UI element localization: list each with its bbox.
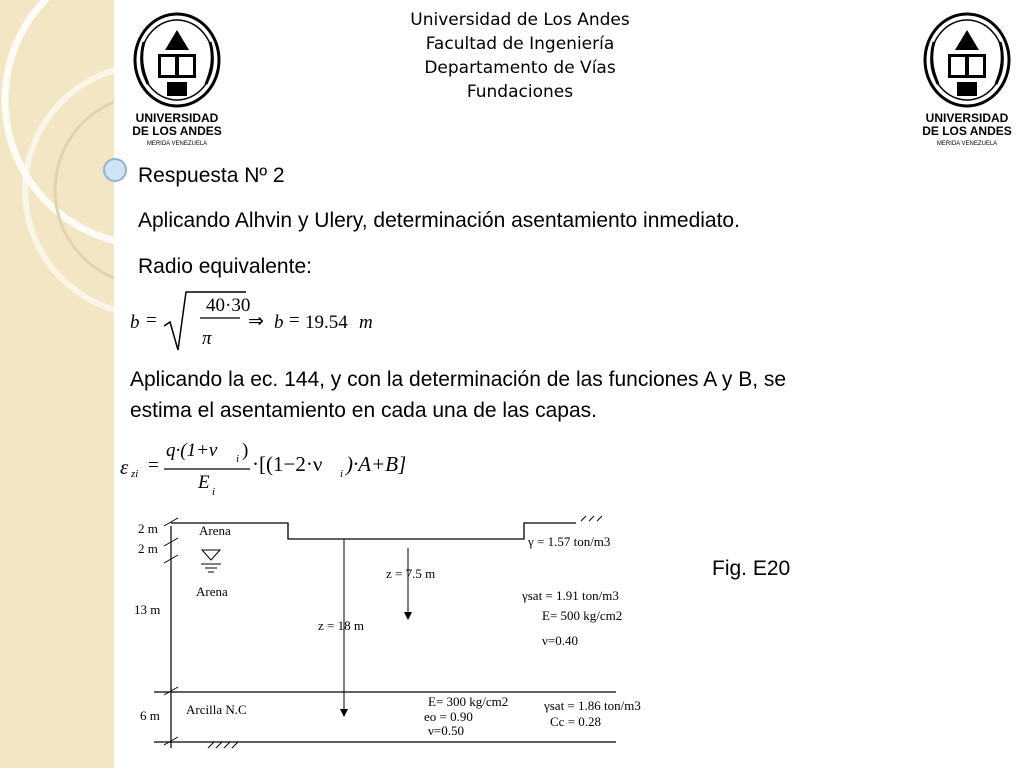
eq2-lhs-sub: zi bbox=[131, 468, 139, 480]
eq2-bracket-tail: )·A+B] bbox=[346, 452, 407, 476]
department-name: Departamento de Vías bbox=[424, 58, 616, 78]
eq1-numerator: 40·30 bbox=[206, 295, 251, 316]
logo-text-line1: UNIVERSIDAD bbox=[135, 111, 219, 125]
logo-text-line3: MERIDA VENEZUELA bbox=[936, 141, 998, 147]
eq2-denominator-sub: i bbox=[212, 486, 216, 498]
sand-gamma: γ = 1.57 ton/m3 bbox=[528, 534, 611, 549]
faculty-name: Facultad de Ingeniería bbox=[425, 34, 615, 54]
soil-profile-diagram bbox=[116, 508, 676, 766]
course-name: Fundaciones bbox=[466, 82, 574, 102]
arrow-head bbox=[404, 612, 412, 620]
eq2-numerator-close: ) bbox=[242, 440, 249, 461]
eq1-denominator: π bbox=[202, 328, 212, 349]
sand-modulus: E= 500 kg/cm2 bbox=[542, 608, 623, 623]
university-logo-left bbox=[130, 12, 225, 150]
clay-void-ratio: eo = 0.90 bbox=[424, 709, 473, 724]
depth-label-3: 13 m bbox=[134, 602, 161, 617]
eq1-unit: m bbox=[359, 312, 373, 333]
university-name: Universidad de Los Andes bbox=[410, 10, 630, 30]
clay-compression-index: Cc = 0.28 bbox=[550, 714, 602, 729]
hatch bbox=[232, 742, 238, 748]
slide-header bbox=[300, 8, 740, 104]
logo-text-line1: UNIVERSIDAD bbox=[925, 111, 1009, 125]
eq1-equals-2: = bbox=[289, 310, 300, 331]
water-table-icon bbox=[202, 550, 220, 560]
clay-poisson: ν=0.50 bbox=[428, 723, 464, 738]
eq1-result-var: b bbox=[274, 312, 284, 333]
eq1-equals: = bbox=[146, 310, 157, 331]
eq2-numerator-sub: i bbox=[236, 453, 240, 465]
hatch bbox=[581, 516, 586, 521]
eq2-bracket-sub: i bbox=[340, 468, 344, 480]
sand-poisson: ν=0.40 bbox=[542, 633, 578, 648]
logo-text-line3: MERIDA VENEZUELA bbox=[146, 141, 208, 147]
figure-label: Fig. E20 bbox=[712, 557, 791, 580]
depth-label-2: 2 m bbox=[138, 541, 158, 556]
hatch bbox=[224, 742, 230, 748]
logo-text-line2: DE LOS ANDES bbox=[922, 124, 1012, 138]
eq2-lhs: ε bbox=[120, 455, 129, 479]
eq1-lhs: b bbox=[130, 312, 140, 333]
hatch bbox=[216, 742, 222, 748]
apply-line-1: Aplicando la ec. 144, y con la determinación de las funciones A y B, se bbox=[130, 368, 787, 391]
eq2-bracket: ·[(1−2·ν bbox=[252, 452, 323, 476]
tick-0 bbox=[164, 518, 178, 526]
university-logo-right bbox=[920, 12, 1015, 150]
method-line: Aplicando Alhvin y Ulery, determinación asentamiento inmediato. bbox=[138, 209, 740, 232]
eq2-numerator: q·(1+ν bbox=[166, 440, 218, 461]
answer-title: Respuesta Nº 2 bbox=[138, 164, 285, 187]
logo-text-line2: DE LOS ANDES bbox=[132, 124, 222, 138]
clay-gamma-sat: γsat = 1.86 ton/m3 bbox=[544, 698, 641, 713]
arrow-head bbox=[340, 709, 348, 717]
bullet-circle-icon bbox=[100, 155, 130, 185]
sand-gamma-sat: γsat = 1.91 ton/m3 bbox=[522, 588, 619, 603]
z-label-clay: z = 18 m bbox=[318, 618, 364, 633]
eq2-denominator: E bbox=[198, 472, 210, 493]
eq2-equals: = bbox=[148, 455, 159, 476]
eq1-result-value: 19.54 bbox=[305, 312, 348, 333]
ground-surface bbox=[171, 523, 576, 539]
layer-name-clay: Arcilla N.C bbox=[186, 702, 247, 717]
layer-name-sand-top: Arena bbox=[199, 523, 231, 538]
hatch bbox=[208, 742, 214, 748]
decorative-side-panel bbox=[0, 0, 114, 768]
eq1-implies: ⇒ bbox=[248, 311, 264, 332]
z-label-sand: z = 7.5 m bbox=[386, 566, 436, 581]
depth-label-4: 6 m bbox=[140, 708, 160, 723]
decorative-arcs bbox=[0, 0, 114, 768]
radius-label: Radio equivalente: bbox=[138, 255, 312, 278]
layer-name-sand: Arena bbox=[196, 584, 228, 599]
apply-line-2: estima el asentamiento en cada una de las capas. bbox=[130, 399, 597, 422]
eq2-fraction-bar bbox=[164, 467, 250, 471]
hatch bbox=[589, 516, 594, 521]
clay-modulus: E= 300 kg/cm2 bbox=[428, 694, 509, 709]
depth-label-1: 2 m bbox=[138, 521, 158, 536]
hatch bbox=[597, 516, 602, 521]
